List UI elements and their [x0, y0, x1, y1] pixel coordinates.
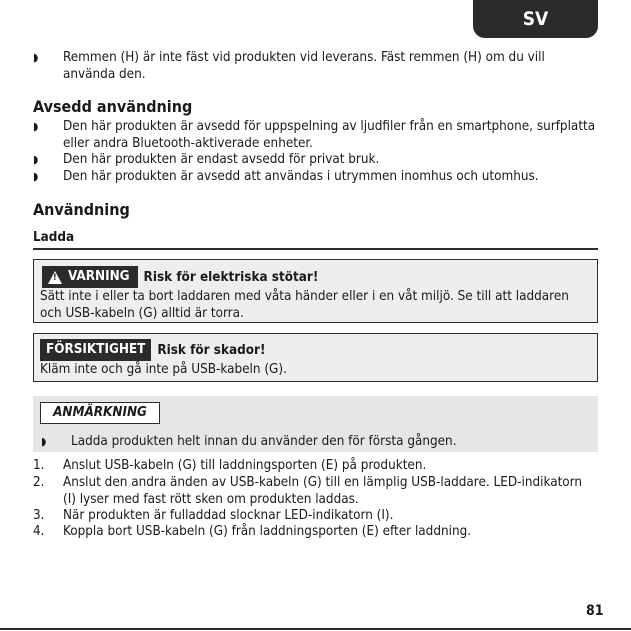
warning-title-row [42, 266, 597, 288]
caution-badge: FÖRSIKTIGHET [40, 339, 151, 361]
bullet-icon: ◗ [33, 153, 39, 166]
note-box [33, 396, 598, 452]
warning-badge [42, 266, 138, 288]
intended-use-item [33, 168, 598, 185]
bullet-icon: ◗ [33, 51, 39, 64]
caution-box [33, 333, 598, 382]
step-text: Koppla bort USB-kabeln (G) från laddningsporten (E) efter laddning. [63, 524, 472, 539]
intro-text: Remmen (H) är inte fäst vid produkten vid leverans. Fäst remmen (H) om du vill använda den. [63, 50, 545, 82]
caution-title: Risk för skador! [157, 342, 266, 358]
step-number: 3. [33, 508, 45, 523]
usage-heading: Användning [33, 200, 130, 219]
caution-text: Kläm inte och gå inte på USB-kabeln (G). [40, 362, 287, 377]
intro-item [33, 49, 598, 83]
intended-use-item [33, 118, 598, 152]
bullet-icon: ◗ [41, 435, 47, 448]
note-item [41, 433, 457, 450]
intended-use-text: Den här produkten är endast avsedd för privat bruk. [63, 152, 380, 167]
step-item [33, 507, 598, 524]
warning-title: Risk för elektriska stötar! [143, 269, 319, 285]
step-item [33, 523, 598, 540]
intended-use-item [33, 151, 598, 168]
footer-divider [0, 628, 631, 630]
step-text: Anslut den andra änden av USB-kabeln (G) till en lämplig USB-laddare. LED-indikatorn (I) lyser med fast rött sken om produkten laddas. [63, 475, 583, 507]
bullet-icon: ◗ [33, 170, 39, 183]
section-divider [33, 248, 598, 250]
warning-text: Sätt inte i eller ta bort laddaren med våta händer eller i en våt miljö. Se till att laddaren och USB-kabeln (G) alltid är torra. [40, 289, 569, 321]
step-number: 4. [33, 524, 45, 539]
page-number: 81 [586, 603, 604, 619]
step-text: När produkten är fulladdad slocknar LED-indikatorn (I). [63, 508, 394, 523]
caution-title-row [40, 339, 597, 361]
warning-box [33, 259, 598, 323]
intended-use-text: Den här produkten är avsedd att användas i utrymmen inomhus och utomhus. [63, 169, 539, 184]
charge-subheading: Ladda [33, 230, 75, 245]
step-text: Anslut USB-kabeln (G) till laddningsporten (E) på produkten. [63, 458, 427, 473]
step-item [33, 457, 598, 474]
intended-use-heading: Avsedd användning [33, 97, 193, 116]
warning-badge-label: VARNING [68, 269, 130, 284]
step-number: 1. [33, 458, 45, 473]
note-text: Ladda produkten helt innan du använder den för första gången. [71, 434, 457, 449]
intended-use-text: Den här produkten är avsedd för uppspelning av ljudfiler från en smartphone, surfplatta eller andra Bluetooth-aktiverade enheter. [63, 119, 596, 151]
warning-triangle-icon [48, 271, 62, 284]
bullet-icon: ◗ [33, 120, 39, 133]
step-number: 2. [33, 475, 45, 490]
note-label: ANMÄRKNING [40, 402, 160, 424]
language-tab: SV [473, 0, 598, 38]
step-item [33, 474, 598, 508]
